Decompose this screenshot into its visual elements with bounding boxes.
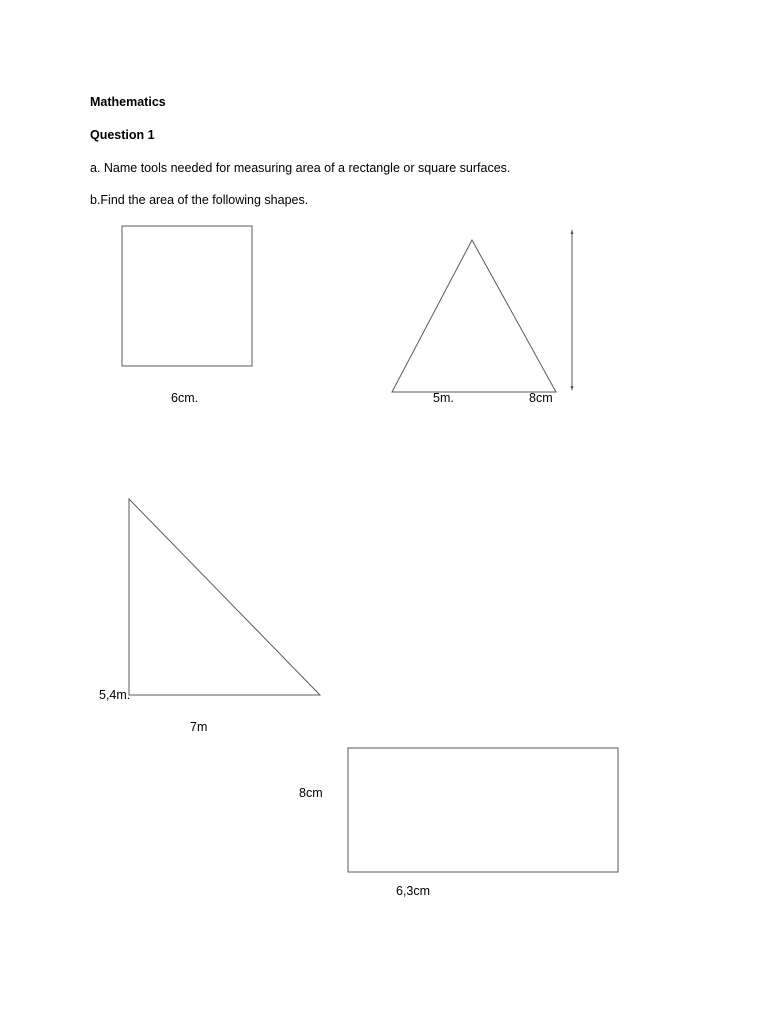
right-triangle-height-label: 5,4m.	[99, 688, 131, 702]
question-part-a: a. Name tools needed for measuring area of a rectangle or square surfaces.	[90, 161, 511, 175]
right-triangle-shape	[129, 499, 320, 695]
square-side-label: 6cm.	[171, 391, 199, 405]
triangle-shape	[392, 240, 556, 392]
rectangle-shape	[348, 748, 618, 872]
rectangle-width-label: 6,3cm	[396, 884, 431, 898]
height-arrow-bottom-head	[571, 386, 574, 391]
square-shape	[122, 226, 252, 366]
question-heading: Question 1	[90, 128, 155, 142]
right-triangle-base-label: 7m	[190, 720, 208, 734]
triangle-height-label: 8cm	[529, 391, 553, 405]
subject-heading: Mathematics	[90, 95, 166, 109]
height-arrow-top-head	[571, 229, 574, 234]
triangle-base-label: 5m.	[433, 391, 454, 405]
question-part-b: b.Find the area of the following shapes.	[90, 193, 309, 207]
rectangle-height-label: 8cm	[299, 786, 323, 800]
